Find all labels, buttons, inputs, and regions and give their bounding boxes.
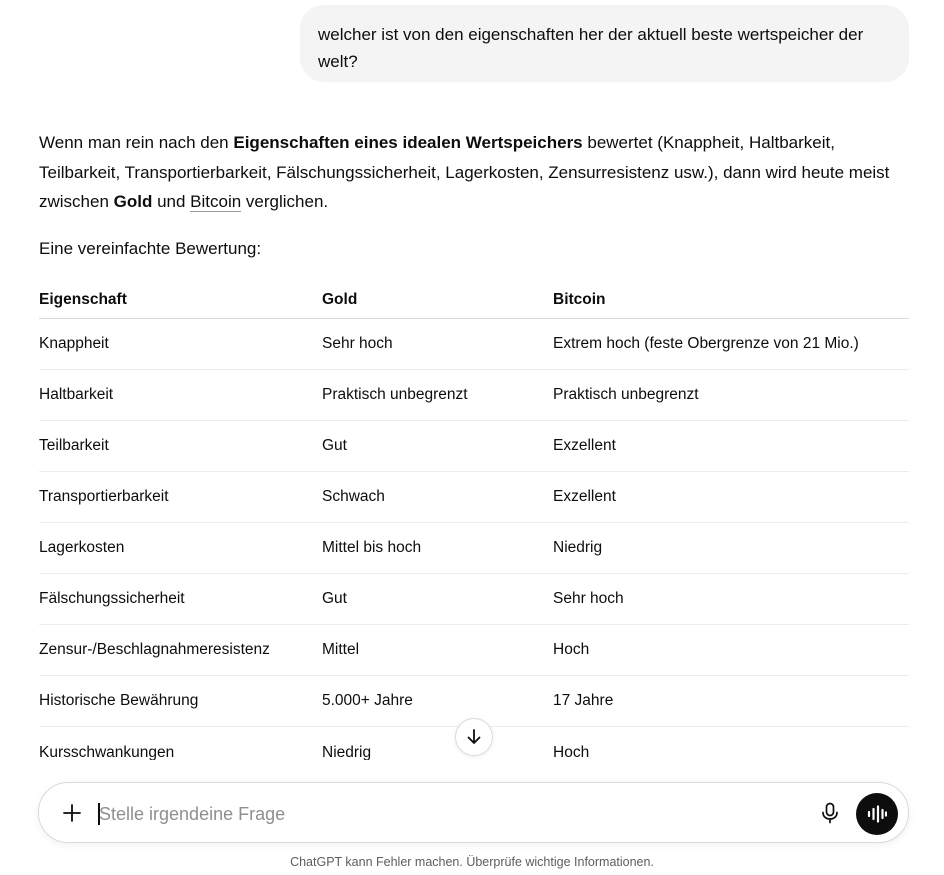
table-cell: Sehr hoch xyxy=(322,335,393,352)
table-cell: Hoch xyxy=(553,641,590,658)
table-header-row xyxy=(39,285,909,319)
prompt-input[interactable] xyxy=(99,797,779,831)
intro-text-1: Wenn man rein nach den xyxy=(39,133,234,152)
answer-intro xyxy=(39,128,909,217)
table-cell: Exzellent xyxy=(553,488,616,505)
intro-text-4: verglichen. xyxy=(241,192,329,211)
table-cell: Mittel xyxy=(322,641,360,658)
table-cell: Praktisch unbegrenzt xyxy=(322,386,468,403)
table-cell: Zensur-/Beschlagnahmeresistenz xyxy=(39,641,270,658)
table-row xyxy=(39,370,909,421)
table-cell: Niedrig xyxy=(553,539,603,556)
intro-bold-properties: Eigenschaften eines idealen Wertspeichers xyxy=(233,133,583,152)
scroll-to-bottom-button[interactable] xyxy=(455,718,493,756)
table-header-cell: Eigenschaft xyxy=(39,291,127,308)
table-row xyxy=(39,523,909,574)
table-cell: Fälschungssicherheit xyxy=(39,590,185,607)
microphone-icon xyxy=(821,802,839,824)
table-cell: 17 Jahre xyxy=(553,692,614,709)
prompt-composer xyxy=(38,782,909,843)
table-row xyxy=(39,472,909,523)
dictate-button[interactable] xyxy=(815,798,845,828)
table-cell: Sehr hoch xyxy=(553,590,624,607)
table-cell: Niedrig xyxy=(322,743,372,761)
table-cell: Knappheit xyxy=(39,335,109,352)
arrow-down-icon xyxy=(465,728,483,746)
table-cell: 5.000+ Jahre xyxy=(322,692,413,709)
table-cell: Historische Bewährung xyxy=(39,692,199,709)
table-row xyxy=(39,574,909,625)
table-header-cell: Bitcoin xyxy=(553,291,606,308)
table-row xyxy=(39,625,909,676)
table-cell: Extrem hoch (feste Obergrenze von 21 Mio.) xyxy=(553,335,859,352)
plus-icon xyxy=(62,803,82,823)
answer-lead: Eine vereinfachte Bewertung: xyxy=(39,238,262,258)
table-cell: Praktisch unbegrenzt xyxy=(553,386,699,403)
intro-text-3: und xyxy=(152,192,191,211)
intro-text-2: bewertet (Knappheit, Haltbarkeit, Teilbarkeit, Transportierbarkeit, Fälschungssicherheit, Lagerkosten, Zensurresistenz usw.), dann wird heute meist zwischen xyxy=(39,133,890,211)
table-row xyxy=(39,421,909,472)
user-message-text: welcher ist von den eigenschaften her der aktuell beste wertspeicher der welt? xyxy=(318,25,864,71)
table-cell: Schwach xyxy=(322,488,385,505)
user-message-bubble xyxy=(300,5,909,82)
assistant-answer xyxy=(39,128,909,263)
voice-waveform-icon xyxy=(867,805,887,823)
table-cell: Haltbarkeit xyxy=(39,386,114,403)
intro-bold-gold: Gold xyxy=(113,192,153,211)
comparison-table xyxy=(39,285,909,778)
table-cell: Lagerkosten xyxy=(39,539,125,556)
table-cell: Hoch xyxy=(553,743,590,761)
table-cell: Kursschwankungen xyxy=(39,743,175,761)
voice-mode-button[interactable] xyxy=(856,793,898,835)
table-cell: Transportierbarkeit xyxy=(39,488,169,505)
table-cell: Teilbarkeit xyxy=(39,437,109,454)
table-row xyxy=(39,319,909,370)
table-cell: Gut xyxy=(322,590,347,607)
add-attachment-button[interactable] xyxy=(55,796,89,830)
table-header-cell: Gold xyxy=(322,291,358,308)
table-cell: Mittel bis hoch xyxy=(322,539,422,556)
disclaimer-text: ChatGPT kann Fehler machen. Überprüfe wichtige Informationen. xyxy=(290,855,654,869)
table-cell: Gut xyxy=(322,437,347,454)
table-cell: Exzellent xyxy=(553,437,616,454)
bitcoin-link[interactable]: Bitcoin xyxy=(190,192,242,211)
